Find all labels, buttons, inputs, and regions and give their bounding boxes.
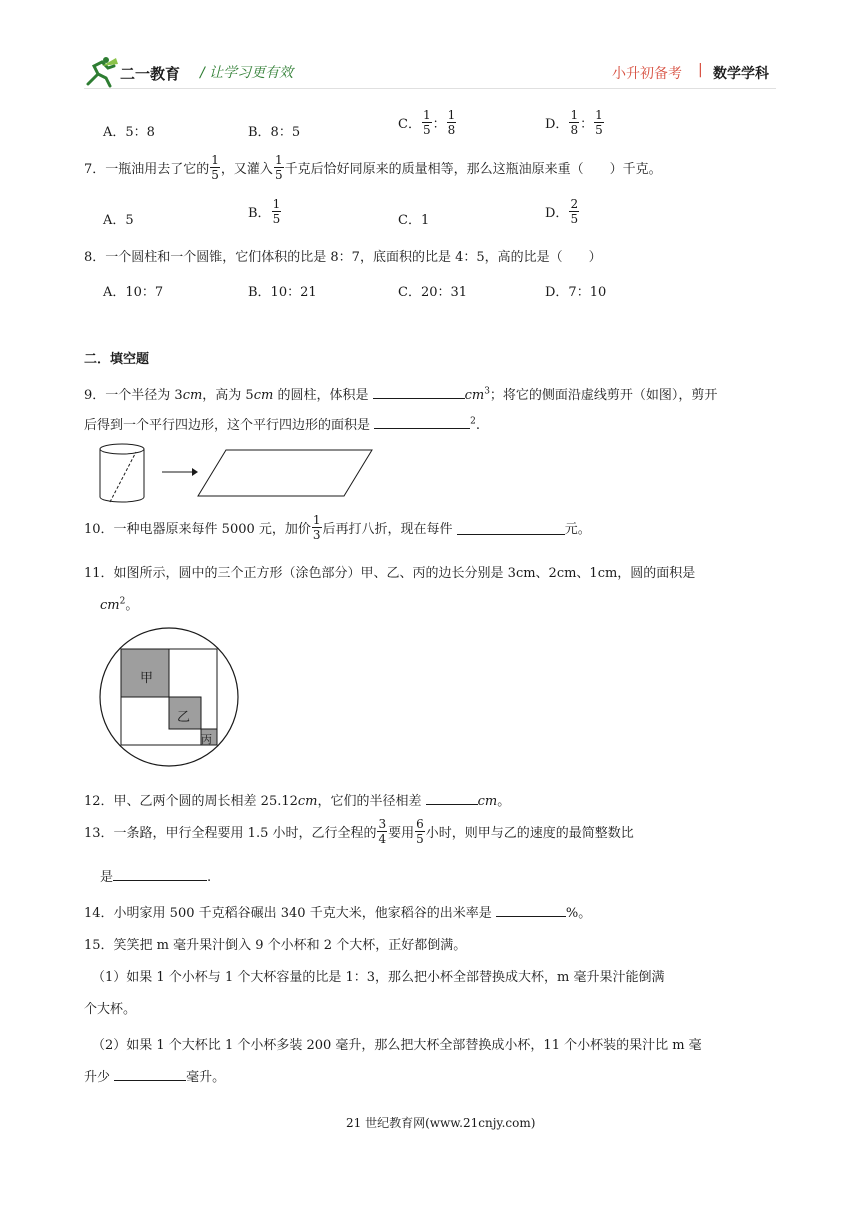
q11-label-jia: 甲 bbox=[140, 671, 154, 686]
q12-answer-blank[interactable] bbox=[426, 790, 478, 805]
q15-part2-line2: 升少 毫升。 bbox=[84, 1066, 225, 1085]
q8-option-d: D．7：10 bbox=[545, 285, 607, 300]
q7-option-b: B． $\frac{1}{5}$ bbox=[248, 197, 281, 226]
q9-cylinder-to-parallelogram-figure bbox=[96, 442, 378, 506]
q15-part2-line1: （2）如果 1 个大杯比 1 个小杯多装 200 毫升，那么把大杯全部替换成小杯，11 个小杯装的果汁比 m 毫 bbox=[92, 1038, 702, 1053]
q14-stem: 14．小明家用 500 千克稻谷碾出 340 千克大米，他家稻谷的出米率是 %。 bbox=[84, 902, 591, 921]
q11-line1: 11．如图所示，圆中的三个正方形（涂色部分）甲、乙、丙的边长分别是 3cm、2cm、1cm，圆的面积是 bbox=[84, 566, 696, 581]
q8-stem: 8．一个圆柱和一个圆锥，它们体积的比是 8：7，底面积的比是 4：5，高的比是（ ） bbox=[84, 250, 602, 265]
q11-circle-squares-figure bbox=[98, 626, 240, 768]
q12-stem: 12．甲、乙两个圆的周长相差 25.12cm，它们的半径相差 cm。 bbox=[84, 790, 510, 809]
slogan: / 让学习更有效 bbox=[200, 65, 294, 81]
header bbox=[0, 0, 860, 100]
q11-label-bing: 丙 bbox=[201, 733, 212, 746]
q7-option-d: D． $\frac{2}{5}$ bbox=[545, 197, 579, 226]
q9-line1: 9．一个半径为 3cm，高为 5cm 的圆柱，体积是 $cm^3$；将它的侧面沿虚线剪开（如图），剪开 bbox=[84, 384, 717, 403]
q6-option-c: C． $\frac{1}{5}$ ： $\frac{1}{8}$ bbox=[398, 108, 456, 137]
q7-option-c: C．1 bbox=[398, 213, 430, 228]
q13-answer-blank[interactable] bbox=[113, 866, 207, 881]
q9-answer-blank-area[interactable] bbox=[374, 414, 470, 429]
q13-line1: 13．一条路，甲行全程要用 1.5 小时，乙行全程的 $\frac{3}{4}$ 要用 $\frac{6}{5}$ 小时，则甲与乙的速度的最简整数比 bbox=[84, 817, 634, 846]
q15-part1-line2: 个大杯。 bbox=[84, 1002, 137, 1017]
footer-source: 21 世纪教育网(www.21cnjy.com) bbox=[346, 1116, 536, 1130]
q9-line2: 后得到一个平行四边形，这个平行四边形的面积是 $^2$. bbox=[84, 414, 480, 433]
q14-answer-blank[interactable] bbox=[496, 902, 566, 917]
q15-answer-blank[interactable] bbox=[114, 1066, 186, 1081]
q7-stem: 7．一瓶油用去了它的 $\frac{1}{5}$ ，又灌入 $\frac{1}{5}$ 千克后恰好同原来的质量相等，那么这瓶油原来重（ ）千克。 bbox=[84, 153, 662, 182]
q8-option-c: C．20：31 bbox=[398, 285, 468, 300]
q10-stem: 10．一种电器原来每件 5000 元，加价 $\frac{1}{3}$ 后再打八折，现在每件 元。 bbox=[84, 513, 591, 542]
q9-answer-blank-volume[interactable] bbox=[373, 384, 465, 399]
q7-option-a: A．5 bbox=[103, 213, 134, 228]
logo-runner-icon bbox=[84, 56, 120, 88]
q6-option-b: B．8：5 bbox=[248, 125, 301, 140]
q10-answer-blank[interactable] bbox=[457, 520, 565, 535]
header-separator: | bbox=[698, 62, 703, 78]
subject-label: 数学学科 bbox=[713, 66, 769, 82]
section-title-fill-blank: 二．填空题 bbox=[84, 352, 150, 367]
header-rule bbox=[84, 88, 776, 89]
q15-stem: 15．笑笑把 m 毫升果汁倒入 9 个小杯和 2 个大杯，正好都倒满。 bbox=[84, 938, 467, 953]
q11-line2: $cm^2$。 bbox=[100, 596, 139, 613]
q15-part1-line1: （1）如果 1 个小杯与 1 个大杯容量的比是 1：3，那么把小杯全部替换成大杯，m 毫升果汁能倒满 bbox=[92, 970, 665, 985]
q6-option-d: D． $\frac{1}{8}$ ： $\frac{1}{5}$ bbox=[545, 108, 603, 137]
exam-tag: 小升初备考 bbox=[612, 66, 682, 82]
q13-line2: 是 . bbox=[100, 866, 211, 885]
logo-text: 二一教育 bbox=[120, 65, 181, 83]
q11-label-yi: 乙 bbox=[177, 710, 191, 725]
q8-option-a: A．10：7 bbox=[103, 285, 164, 300]
q8-option-b: B．10：21 bbox=[248, 285, 317, 300]
q6-option-a: A．5：8 bbox=[103, 125, 155, 140]
